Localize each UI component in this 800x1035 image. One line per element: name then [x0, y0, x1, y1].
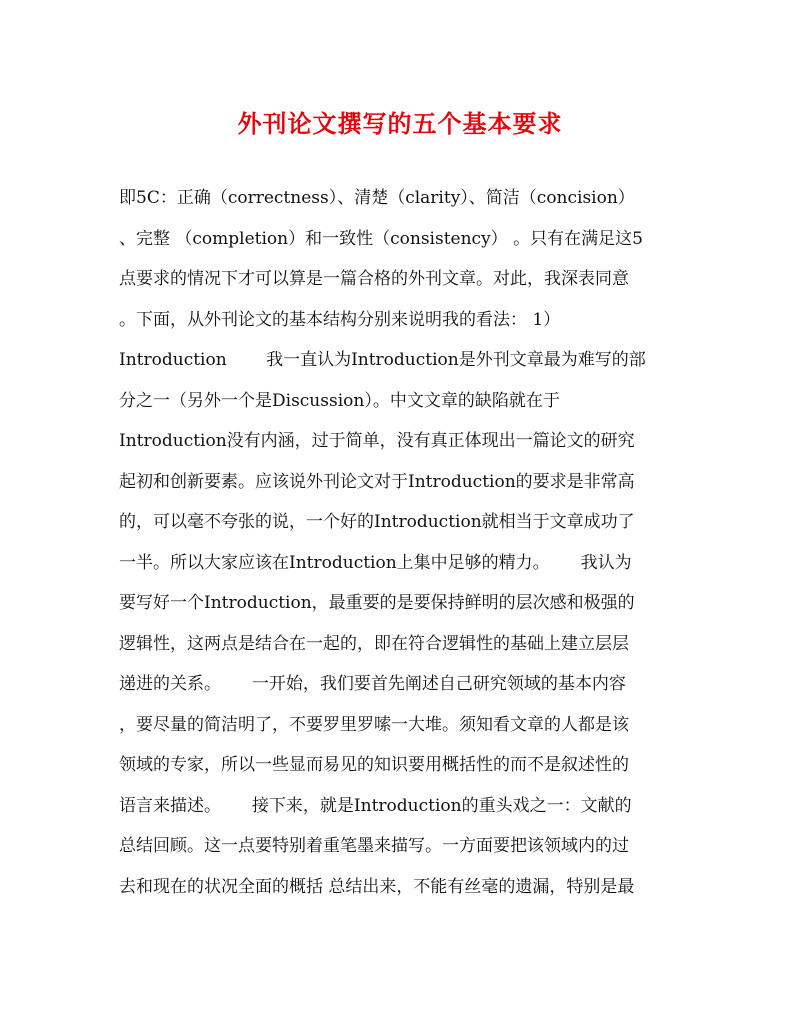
- body-line: Introduction 我一直认为Introduction是外刊文章最为难写的部: [119, 350, 646, 370]
- body-line: 一半。所以大家应该在Introduction上集中足够的精力。 我认为: [119, 552, 632, 573]
- body-line: 的，可以毫不夸张的说，一个好的Introduction就相当于文章成功了: [119, 512, 635, 532]
- body-line: 逻辑性，这两点是结合在一起的，即在符合逻辑性的基础上建立层层: [119, 633, 629, 654]
- document-body: [119, 178, 689, 907]
- body-line: 即5C：正确（correctness）、清楚（clarity）、简洁（concision）: [119, 188, 635, 208]
- body-line: 要写好一个Introduction，最重要的是要保持鲜明的层次感和极强的: [119, 593, 635, 613]
- body-line: 递进的关系。 一开始，我们要首先阐述自己研究领域的基本内容: [119, 674, 626, 694]
- document-title: 外刊论文撰写的五个基本要求: [237, 109, 563, 138]
- body-line: 语言来描述。 接下来，就是Introduction的重头戏之一：文献的: [119, 795, 632, 816]
- body-line: Introduction没有内涵，过于简单，没有真正体现出一篇论文的研究: [119, 431, 635, 451]
- body-line: ，要尽量的简洁明了，不要罗里罗嗦一大堆。须知看文章的人都是该: [119, 714, 629, 735]
- body-line: 起初和创新要素。应该说外刊论文对于Introduction的要求是非常高: [119, 471, 635, 492]
- body-line: 分之一（另外一个是Discussion）。中文文章的缺陷就在于: [119, 390, 560, 411]
- body-line: 、完整 （completion）和一致性（consistency） 。只有在满足这5: [119, 228, 643, 249]
- body-line: 总结回顾。这一点要特别着重笔墨来描写。一方面要把该领域内的过: [119, 836, 629, 856]
- body-line: 去和现在的状况全面的概括 总结出来，不能有丝毫的遗漏，特别是最: [119, 876, 635, 897]
- body-line: 点要求的情况下才可以算是一篇合格的外刊文章。对此，我深表同意: [119, 269, 629, 289]
- body-line: 。下面，从外刊论文的基本结构分别来说明我的看法： 1）: [119, 309, 561, 330]
- body-line: 领域的专家，所以一些显而易见的知识要用概括性的而不是叙述性的: [119, 755, 629, 775]
